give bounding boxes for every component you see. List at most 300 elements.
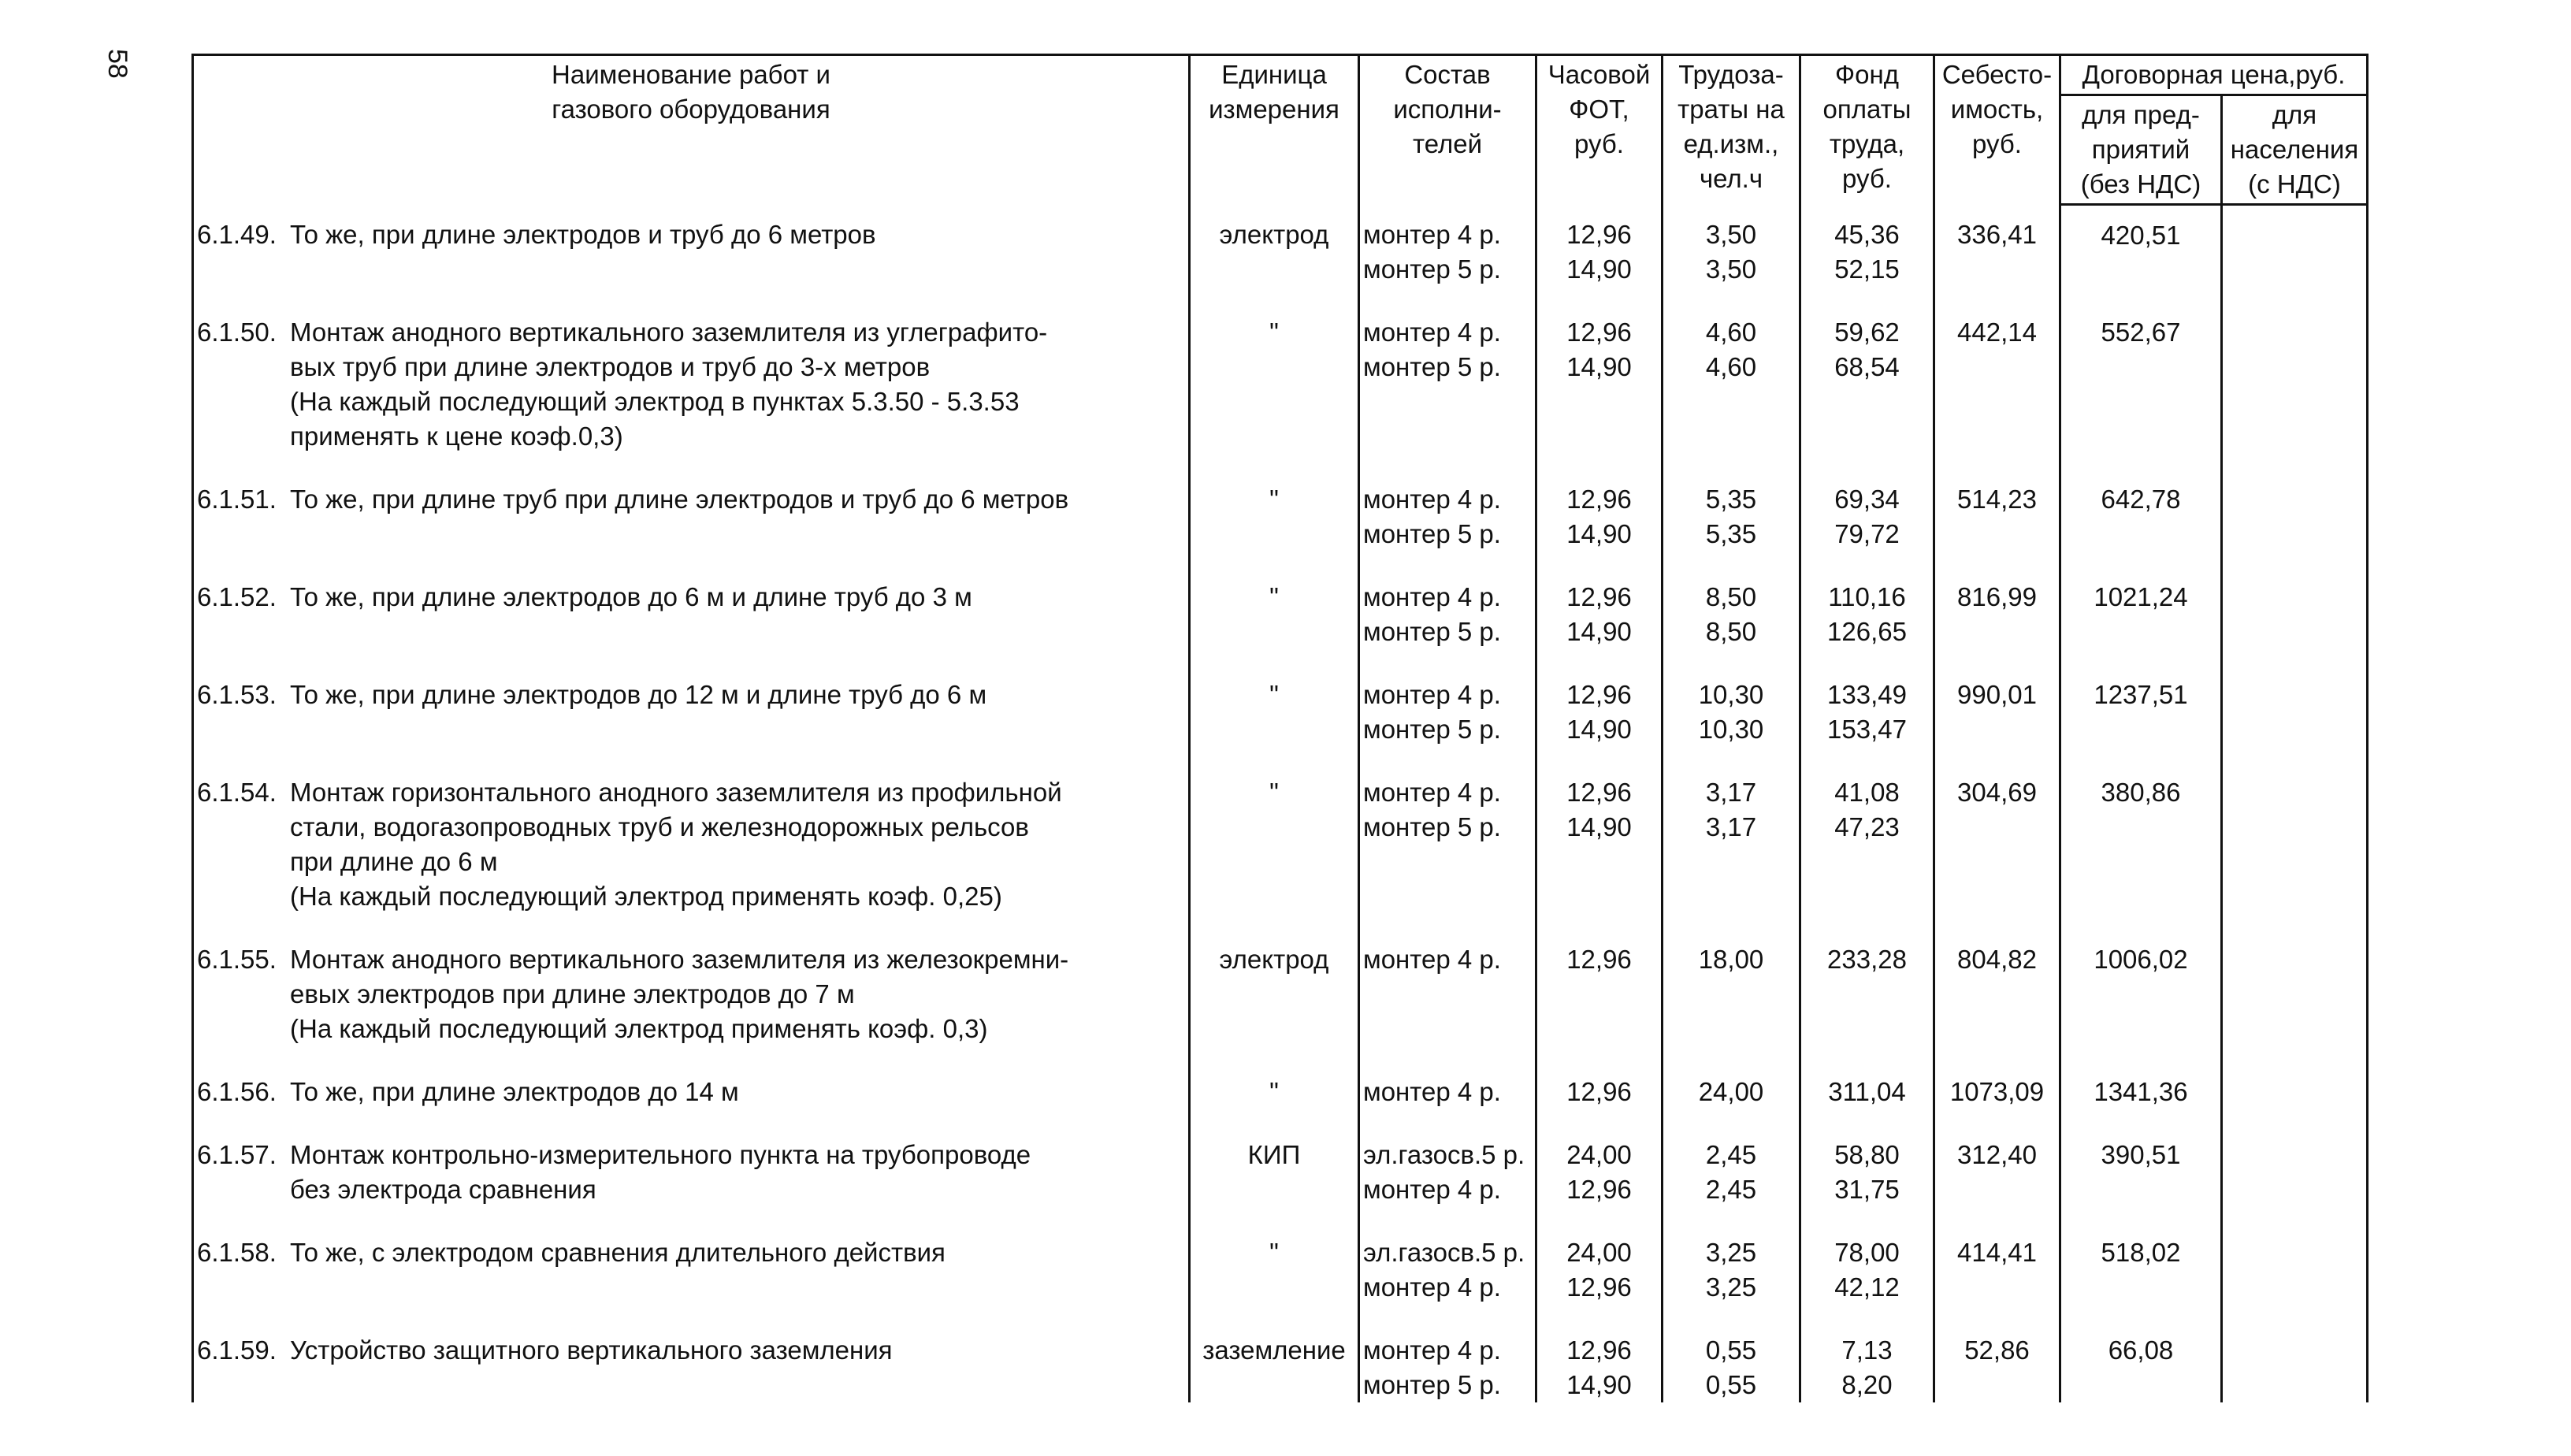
hourly-wage-cell [1536, 775, 1663, 914]
cost-cell: 816,99 [1934, 580, 2060, 649]
worker: монтер 4 р. [1363, 317, 1501, 347]
unit-cell: " [1190, 580, 1359, 649]
price-population-cell [2222, 1235, 2368, 1305]
header-text: Наименование работ и газового оборудования [552, 60, 830, 124]
wage-fund: 59,62 [1834, 317, 1900, 347]
gap-cell [193, 1109, 1190, 1138]
header-cost [1934, 55, 2060, 205]
gap-cell [1536, 747, 1663, 775]
hourly-wage: 12,96 [1566, 1076, 1632, 1106]
labor-cost: 18,00 [1698, 944, 1764, 974]
page-number: 58 [102, 49, 132, 79]
header-population [2222, 95, 2368, 205]
table-row [193, 678, 2368, 747]
item-number: 6.1.53. [197, 679, 277, 709]
header-wage-fund [1800, 55, 1934, 205]
worker-cell [1359, 580, 1536, 649]
gap-cell [1934, 1207, 2060, 1235]
gap-cell [2060, 454, 2222, 482]
gap-cell [1190, 747, 1359, 775]
gap-cell [1934, 1046, 2060, 1075]
work-name-text: Устройство защитного вертикального заземления [290, 1335, 893, 1365]
item-number: 6.1.59. [197, 1335, 277, 1365]
price-population-cell [2222, 482, 2368, 552]
work-name-text: евых электродов при длине электродов до 7 м [290, 979, 855, 1008]
work-name-text: применять к цене коэф.0,3) [290, 421, 623, 451]
labor-cost-cell [1663, 580, 1800, 649]
gap-cell [193, 287, 1190, 315]
item-number: 6.1.51. [197, 484, 277, 514]
labor-cost-cell [1663, 1333, 1800, 1402]
work-name-line [197, 775, 1185, 810]
unit-cell: электрод [1190, 205, 1359, 287]
table-row [193, 1235, 2368, 1305]
gap-cell [193, 1305, 1190, 1333]
unit-cell: " [1190, 482, 1359, 552]
hourly-wage: 24,00 [1566, 1139, 1632, 1169]
gap-cell [1663, 454, 1800, 482]
table-row [193, 1333, 2368, 1402]
row-gap [193, 649, 2368, 678]
gap-cell [1359, 649, 1536, 678]
table-row [193, 482, 2368, 552]
gap-cell [1663, 287, 1800, 315]
item-number: 6.1.58. [197, 1237, 277, 1267]
header-text: для пред- приятий (без НДС) [2080, 100, 2201, 199]
price-population-cell [2222, 1333, 2368, 1402]
gap-cell [1190, 1046, 1359, 1075]
cost-cell: 804,82 [1934, 942, 2060, 1046]
gap-cell [193, 747, 1190, 775]
gap-cell [1190, 649, 1359, 678]
gap-cell [1536, 552, 1663, 580]
wage-fund-cell [1800, 1075, 1934, 1109]
cost-cell: 312,40 [1934, 1138, 2060, 1207]
worker: монтер 5 р. [1363, 714, 1501, 744]
worker: эл.газосв.5 р. [1363, 1139, 1525, 1169]
work-name-text: (На каждый последующий электрод применять коэф. 0,3) [290, 1013, 988, 1043]
header-hourly-wage [1536, 55, 1663, 205]
wage-fund-cell [1800, 315, 1934, 454]
hourly-wage-cell [1536, 1075, 1663, 1109]
work-name-text: То же, при длине электродов до 12 м и длине труб до 6 м [290, 679, 987, 709]
labor-cost: 10,30 [1698, 679, 1764, 709]
unit-cell: " [1190, 1075, 1359, 1109]
gap-cell [1934, 649, 2060, 678]
gap-cell [193, 552, 1190, 580]
labor-cost: 2,45 [1705, 1139, 1757, 1169]
gap-cell [1190, 454, 1359, 482]
wage-fund: 78,00 [1834, 1237, 1900, 1267]
row-gap [193, 454, 2368, 482]
labor-cost: 8,50 [1705, 616, 1757, 646]
unit-cell: " [1190, 1235, 1359, 1305]
unit-cell: " [1190, 775, 1359, 914]
gap-cell [1536, 1109, 1663, 1138]
labor-cost: 3,25 [1705, 1272, 1757, 1302]
gap-cell [1359, 1046, 1536, 1075]
worker-cell [1359, 1333, 1536, 1402]
price-enterprises-cell: 1237,51 [2060, 678, 2222, 747]
header-enterprises [2060, 95, 2222, 205]
gap-cell [1663, 552, 1800, 580]
item-number: 6.1.49. [197, 219, 277, 249]
unit-cell: " [1190, 678, 1359, 747]
price-enterprises-cell: 518,02 [2060, 1235, 2222, 1305]
work-name-line [197, 1333, 1185, 1368]
labor-cost: 8,50 [1705, 581, 1757, 611]
work-name-text: То же, при длине труб при длине электродов и труб до 6 метров [290, 484, 1069, 514]
gap-cell [1359, 552, 1536, 580]
labor-cost: 0,55 [1705, 1335, 1757, 1365]
gap-cell [1934, 454, 2060, 482]
worker-cell [1359, 775, 1536, 914]
wage-fund: 7,13 [1841, 1335, 1893, 1365]
labor-cost: 0,55 [1705, 1369, 1757, 1399]
row-gap [193, 1305, 2368, 1333]
header-text: Единица измерения [1209, 60, 1339, 124]
price-population-cell [2222, 775, 2368, 914]
cost-cell: 414,41 [1934, 1235, 2060, 1305]
gap-cell [1934, 1305, 2060, 1333]
labor-cost: 4,60 [1705, 351, 1757, 381]
price-enterprises-cell: 1021,24 [2060, 580, 2222, 649]
gap-cell [1663, 1207, 1800, 1235]
gap-cell [2222, 747, 2368, 775]
item-number: 6.1.56. [197, 1076, 277, 1106]
gap-cell [1800, 1046, 1934, 1075]
wage-fund-cell [1800, 205, 1934, 287]
labor-cost-cell [1663, 205, 1800, 287]
wage-fund: 42,12 [1834, 1272, 1900, 1302]
hourly-wage: 12,96 [1566, 219, 1632, 249]
wage-fund: 110,16 [1828, 581, 1906, 611]
gap-cell [1536, 914, 1663, 942]
header-workers [1359, 55, 1536, 205]
labor-cost-cell [1663, 1138, 1800, 1207]
work-name-line [197, 977, 1185, 1012]
work-name-text: стали, водогазопроводных труб и железнодорожных рельсов [290, 812, 1029, 841]
gap-cell [1663, 1109, 1800, 1138]
gap-cell [2222, 1046, 2368, 1075]
work-name-line [197, 350, 1185, 384]
gap-cell [1359, 287, 1536, 315]
work-name-text: Монтаж контрольно-измерительного пункта на трубопроводе [290, 1139, 1031, 1169]
work-name-line [197, 1012, 1185, 1046]
worker: монтер 4 р. [1363, 1174, 1501, 1204]
gap-cell [1190, 1305, 1359, 1333]
gap-cell [2222, 552, 2368, 580]
gap-cell [2060, 914, 2222, 942]
worker: монтер 4 р. [1363, 777, 1501, 807]
price-enterprises-cell: 642,78 [2060, 482, 2222, 552]
gap-cell [1934, 552, 2060, 580]
hourly-wage: 14,90 [1566, 616, 1632, 646]
gap-cell [1663, 1046, 1800, 1075]
wage-fund-cell [1800, 580, 1934, 649]
gap-cell [2222, 454, 2368, 482]
wage-fund: 69,34 [1834, 484, 1900, 514]
gap-cell [193, 914, 1190, 942]
unit-cell: заземление [1190, 1333, 1359, 1402]
worker: монтер 4 р. [1363, 679, 1501, 709]
gap-cell [1934, 914, 2060, 942]
gap-cell [2222, 914, 2368, 942]
work-name-text: Монтаж анодного вертикального заземлителя из железокремни- [290, 944, 1069, 974]
work-name-line [197, 419, 1185, 454]
wage-fund: 41,08 [1834, 777, 1900, 807]
wage-fund-cell [1800, 1333, 1934, 1402]
gap-cell [1359, 1207, 1536, 1235]
work-name-line [197, 1075, 1185, 1109]
price-population-cell [2222, 678, 2368, 747]
gap-cell [1663, 1305, 1800, 1333]
wage-fund-cell [1800, 482, 1934, 552]
gap-cell [1800, 914, 1934, 942]
table-body [193, 205, 2368, 1402]
work-name-line [197, 1172, 1185, 1207]
worker: монтер 4 р. [1363, 1335, 1501, 1365]
gap-cell [1536, 454, 1663, 482]
hourly-wage: 12,96 [1566, 1272, 1632, 1302]
worker: монтер 4 р. [1363, 219, 1501, 249]
gap-cell [2060, 1305, 2222, 1333]
table-row [193, 1075, 2368, 1109]
work-name-line [197, 1235, 1185, 1270]
gap-cell [2222, 1207, 2368, 1235]
row-gap [193, 1207, 2368, 1235]
gap-cell [1536, 1207, 1663, 1235]
gap-cell [2060, 287, 2222, 315]
labor-cost-cell [1663, 775, 1800, 914]
labor-cost-cell [1663, 1235, 1800, 1305]
work-name-line [197, 845, 1185, 879]
wage-fund: 153,47 [1827, 714, 1907, 744]
work-name-cell [193, 580, 1190, 649]
gap-cell [2222, 649, 2368, 678]
row-gap [193, 1109, 2368, 1138]
worker: монтер 4 р. [1363, 581, 1501, 611]
gap-cell [1663, 649, 1800, 678]
table-row [193, 775, 2368, 914]
gap-cell [2222, 1109, 2368, 1138]
header-contract-price [2060, 55, 2368, 95]
gap-cell [2060, 1109, 2222, 1138]
price-table [191, 54, 2369, 1402]
worker-cell [1359, 678, 1536, 747]
hourly-wage-cell [1536, 1333, 1663, 1402]
table-row [193, 942, 2368, 1046]
header-text: Себесто- имость, руб. [1941, 60, 2053, 158]
header-text: Трудоза- траты на ед.изм., чел.ч [1677, 60, 1785, 193]
work-name-cell [193, 678, 1190, 747]
worker-cell [1359, 315, 1536, 454]
labor-cost: 3,17 [1705, 777, 1757, 807]
worker: монтер 5 р. [1363, 518, 1501, 548]
gap-cell [1663, 747, 1800, 775]
table-row [193, 1138, 2368, 1207]
gap-cell [1190, 287, 1359, 315]
hourly-wage: 12,96 [1566, 317, 1632, 347]
worker-cell [1359, 1075, 1536, 1109]
gap-cell [1800, 649, 1934, 678]
labor-cost-cell [1663, 1075, 1800, 1109]
hourly-wage: 12,96 [1566, 1174, 1632, 1204]
gap-cell [1934, 747, 2060, 775]
price-enterprises-cell: 66,08 [2060, 1333, 2222, 1402]
cost-cell: 514,23 [1934, 482, 2060, 552]
gap-cell [1536, 1046, 1663, 1075]
wage-fund: 45,36 [1834, 219, 1900, 249]
work-name-text: вых труб при длине электродов и труб до 3-х метров [290, 351, 931, 381]
gap-cell [2060, 747, 2222, 775]
gap-cell [1800, 1109, 1934, 1138]
wage-fund: 233,28 [1827, 944, 1907, 974]
hourly-wage: 14,90 [1566, 351, 1632, 381]
cost-cell: 442,14 [1934, 315, 2060, 454]
hourly-wage: 14,90 [1566, 812, 1632, 841]
work-name-text: (На каждый последующий электрод в пунктах 5.3.50 - 5.3.53 [290, 386, 1020, 416]
gap-cell [2060, 1207, 2222, 1235]
worker-cell [1359, 1138, 1536, 1207]
gap-cell [1359, 1305, 1536, 1333]
row-gap [193, 914, 2368, 942]
hourly-wage: 12,96 [1566, 777, 1632, 807]
labor-cost: 24,00 [1698, 1076, 1764, 1106]
gap-cell [1190, 1207, 1359, 1235]
gap-cell [1800, 1207, 1934, 1235]
gap-cell [1359, 1109, 1536, 1138]
work-name-line [197, 942, 1185, 977]
work-name-text: То же, при длине электродов и труб до 6 метров [290, 219, 876, 249]
wage-fund: 133,49 [1827, 679, 1907, 709]
labor-cost: 3,50 [1705, 254, 1757, 284]
item-number: 6.1.57. [197, 1139, 277, 1169]
unit-cell: " [1190, 315, 1359, 454]
hourly-wage: 12,96 [1566, 484, 1632, 514]
labor-cost: 5,35 [1705, 518, 1757, 548]
work-name-line [197, 217, 1185, 252]
gap-cell [1359, 747, 1536, 775]
work-name-text: без электрода сравнения [290, 1174, 596, 1204]
worker: монтер 5 р. [1363, 812, 1501, 841]
work-name-cell [193, 1075, 1190, 1109]
row-gap [193, 1046, 2368, 1075]
gap-cell [1190, 1109, 1359, 1138]
labor-cost: 4,60 [1705, 317, 1757, 347]
wage-fund: 68,54 [1834, 351, 1900, 381]
row-gap [193, 747, 2368, 775]
wage-fund-cell [1800, 678, 1934, 747]
worker: эл.газосв.5 р. [1363, 1237, 1525, 1267]
hourly-wage: 12,96 [1566, 944, 1632, 974]
worker: монтер 4 р. [1363, 944, 1501, 974]
gap-cell [2222, 287, 2368, 315]
work-name-text: Монтаж горизонтального анодного заземлителя из профильной [290, 777, 1062, 807]
work-name-cell [193, 315, 1190, 454]
work-name-line [197, 810, 1185, 845]
gap-cell [2060, 1046, 2222, 1075]
worker-cell [1359, 205, 1536, 287]
gap-cell [193, 1046, 1190, 1075]
work-name-cell [193, 775, 1190, 914]
wage-fund: 58,80 [1834, 1139, 1900, 1169]
worker: монтер 5 р. [1363, 351, 1501, 381]
labor-cost-cell [1663, 942, 1800, 1046]
item-number: 6.1.55. [197, 944, 277, 974]
labor-cost: 10,30 [1698, 714, 1764, 744]
price-population-cell [2222, 1075, 2368, 1109]
price-enterprises-cell: 420,51 [2060, 205, 2222, 287]
labor-cost: 3,25 [1705, 1237, 1757, 1267]
work-name-cell [193, 482, 1190, 552]
hourly-wage-cell [1536, 315, 1663, 454]
price-population-cell [2222, 942, 2368, 1046]
hourly-wage-cell [1536, 1235, 1663, 1305]
hourly-wage-cell [1536, 1138, 1663, 1207]
hourly-wage-cell [1536, 678, 1663, 747]
cost-cell: 336,41 [1934, 205, 2060, 287]
header-text: Состав исполни- телей [1393, 60, 1502, 158]
hourly-wage: 14,90 [1566, 518, 1632, 548]
gap-cell [1536, 649, 1663, 678]
gap-cell [1934, 1109, 2060, 1138]
worker: монтер 5 р. [1363, 1369, 1501, 1399]
price-enterprises-cell: 1341,36 [2060, 1075, 2222, 1109]
price-enterprises-cell: 390,51 [2060, 1138, 2222, 1207]
gap-cell [1800, 1305, 1934, 1333]
price-population-cell [2222, 1138, 2368, 1207]
item-number: 6.1.50. [197, 317, 277, 347]
item-number: 6.1.52. [197, 581, 277, 611]
labor-cost: 3,50 [1705, 219, 1757, 249]
table-row [193, 580, 2368, 649]
work-name-text: Монтаж анодного вертикального заземлителя из углеграфито- [290, 317, 1048, 347]
gap-cell [193, 454, 1190, 482]
gap-cell [1359, 454, 1536, 482]
labor-cost-cell [1663, 482, 1800, 552]
price-population-cell [2222, 315, 2368, 454]
labor-cost: 5,35 [1705, 484, 1757, 514]
header-text: Договорная цена,руб. [2082, 60, 2346, 89]
hourly-wage-cell [1536, 580, 1663, 649]
wage-fund-cell [1800, 1138, 1934, 1207]
worker-cell [1359, 1235, 1536, 1305]
wage-fund: 8,20 [1841, 1369, 1893, 1399]
work-name-text: (На каждый последующий электрод применять коэф. 0,25) [290, 881, 1002, 911]
hourly-wage: 14,90 [1566, 254, 1632, 284]
cost-cell: 990,01 [1934, 678, 2060, 747]
row-gap [193, 552, 2368, 580]
work-name-cell [193, 1235, 1190, 1305]
work-name-text: То же, с электродом сравнения длительного действия [290, 1237, 946, 1267]
work-name-cell [193, 1333, 1190, 1402]
header-text: Часовой ФОТ, руб. [1547, 60, 1651, 158]
gap-cell [1190, 914, 1359, 942]
gap-cell [2222, 1305, 2368, 1333]
gap-cell [1663, 914, 1800, 942]
table-row [193, 205, 2368, 287]
gap-cell [1190, 552, 1359, 580]
gap-cell [1536, 287, 1663, 315]
labor-cost: 3,17 [1705, 812, 1757, 841]
header-unit [1190, 55, 1359, 205]
unit-cell: КИП [1190, 1138, 1359, 1207]
wage-fund-cell [1800, 775, 1934, 914]
gap-cell [1800, 552, 1934, 580]
labor-cost-cell [1663, 315, 1800, 454]
work-name-cell [193, 205, 1190, 287]
